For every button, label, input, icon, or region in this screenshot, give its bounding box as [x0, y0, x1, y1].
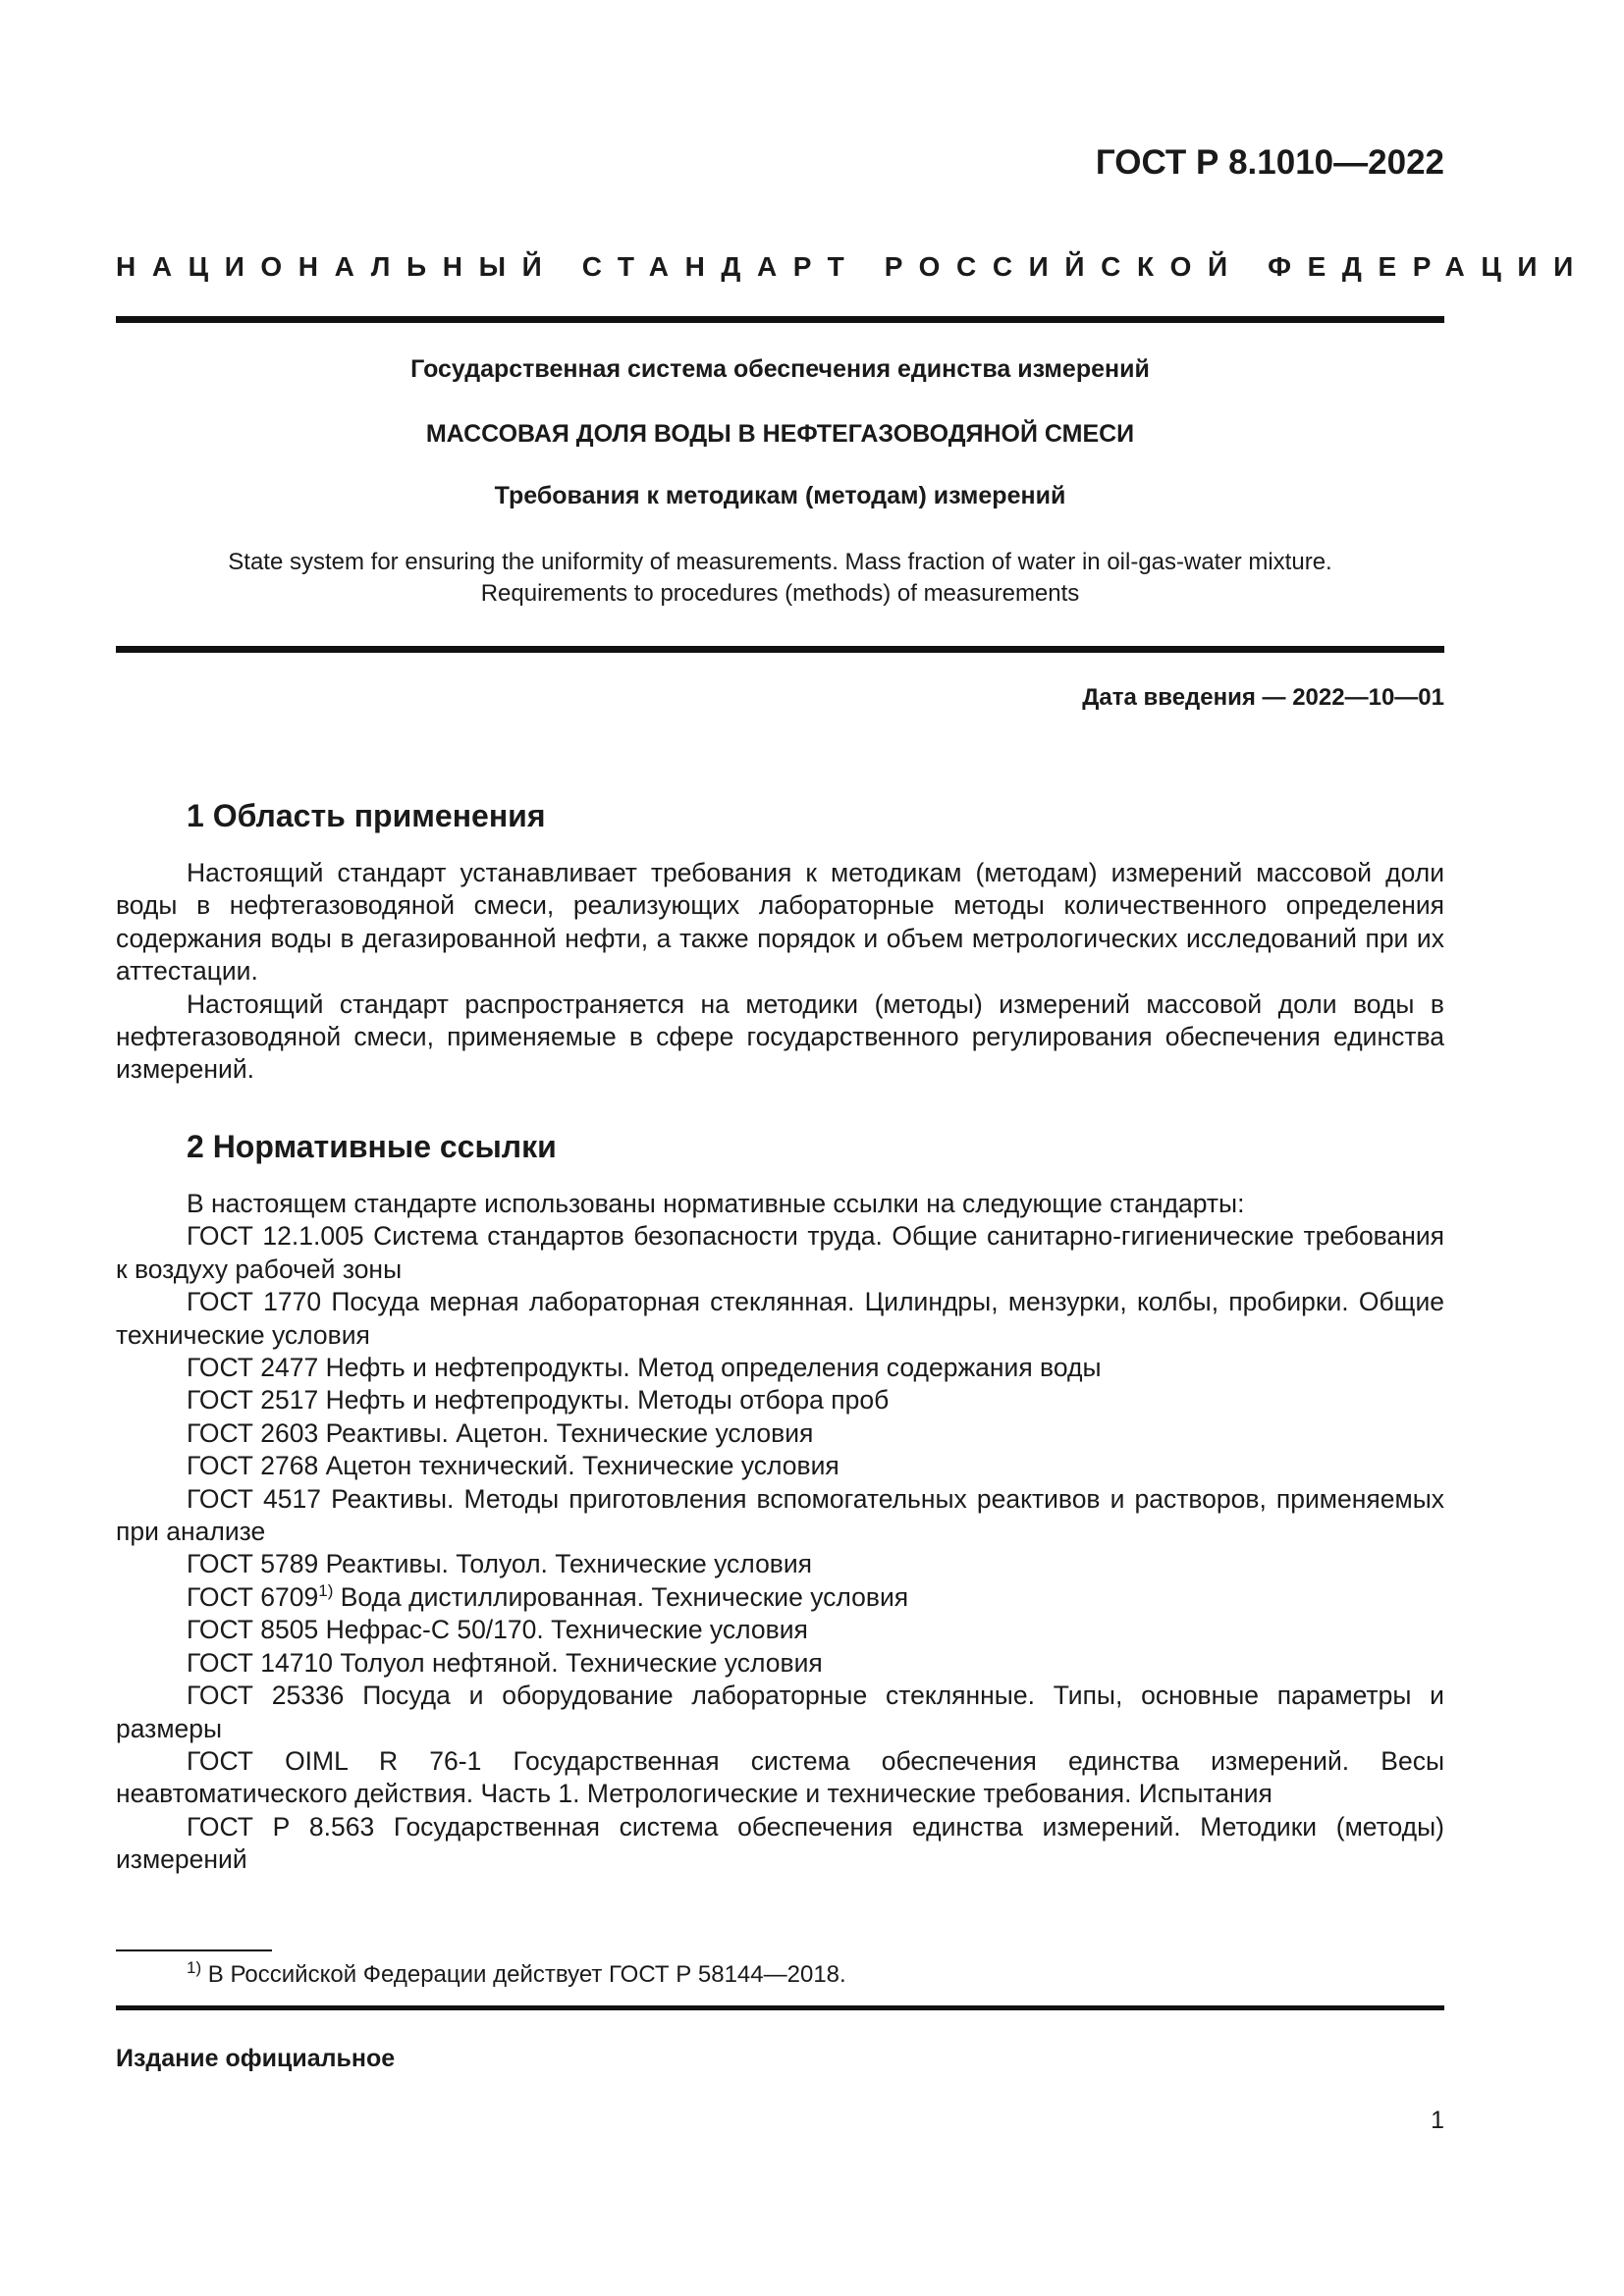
footnote-text: В Российской Федерации действует ГОСТ Р 58144—2018.: [201, 1961, 846, 1988]
reference-item: ГОСТ 14710 Толуол нефтяной. Технические условия: [187, 1647, 823, 1678]
edition-label: Издание официальное: [116, 2045, 396, 2072]
footer-rule: [116, 2005, 1444, 2010]
standard-number: ГОСТ Р 8.1010—2022: [1095, 143, 1444, 182]
footnote-separator: [116, 1949, 272, 1951]
system-title: Государственная система обеспечения единства измерений: [410, 355, 1150, 383]
section-2-heading: 2 Нормативные ссылки: [187, 1129, 557, 1164]
reference-item-gost-6709: [116, 1581, 1444, 1614]
english-title-line2: Requirements to procedures (methods) of measurements: [480, 580, 1080, 607]
section-2-intro: В настоящем стандарте использованы нормативные ссылки на следующие стандарты:: [187, 1189, 1245, 1218]
reference-item: ГОСТ 2603 Реактивы. Ацетон. Технические условия: [187, 1417, 814, 1448]
reference-item: ГОСТ 25336 Посуда и оборудование лабораторные стеклянные. Типы, основные параметры и размеры: [116, 1681, 1444, 1743]
reference-item: ГОСТ 2517 Нефть и нефтепродукты. Методы отбора проб: [187, 1385, 890, 1415]
footnote: [187, 1958, 846, 1989]
english-title-line1: State system for ensuring the uniformity of measurements. Mass fraction of water in oil-gas-water mixture.: [228, 549, 1332, 575]
section-1-paragraph: Настоящий стандарт устанавливает требования к методикам (методам) измерений массовой доли воды в нефтегазоводяной смеси, реализующих лабораторные методы количественного определения содержания воды в дегазированной нефти, а также порядок и объем метрологических исследований при их аттестации.: [116, 858, 1444, 987]
reference-item: ГОСТ 1770 Посуда мерная лабораторная стеклянная. Цилиндры, мензурки, колбы, пробирки. Общие технические условия: [116, 1287, 1444, 1350]
reference-item: ГОСТ 8505 Нефрас-С 50/170. Технические условия: [187, 1615, 808, 1645]
reference-item: ГОСТ OIML R 76-1 Государственная система обеспечения единства измерений. Весы неавтоматического действия. Часть 1. Метрологические и технические требования. Испытания: [116, 1745, 1444, 1809]
top-rule: [116, 316, 1444, 323]
section-2-body: [116, 1188, 1444, 1877]
reference-code: ГОСТ 6709: [187, 1581, 319, 1612]
reference-text: Вода дистиллированная. Технические условия: [333, 1581, 909, 1612]
reference-item: ГОСТ 4517 Реактивы. Методы приготовления вспомогательных реактивов и растворов, применяемых при анализе: [116, 1483, 1444, 1547]
national-standard-banner: НАЦИОНАЛЬНЫЙ СТАНДАРТ РОССИЙСКОЙ ФЕДЕРАЦИИ: [116, 251, 1590, 282]
section-1-paragraph: Настоящий стандарт распространяется на методики (методы) измерений массовой доли воды в нефтегазоводяной смеси, применяемые в сфере государственного регулирования обеспечения единства измерений.: [116, 988, 1444, 1085]
page-number: 1: [1431, 2107, 1444, 2134]
section-1-body: [116, 857, 1444, 1087]
reference-item: ГОСТ Р 8.563 Государственная система обеспечения единства измерений. Методики (методы) измерений: [116, 1811, 1444, 1875]
document-subtitle: Требования к методикам (методам) измерений: [494, 482, 1066, 509]
date-introduced: Дата введения — 2022—10—01: [1082, 684, 1444, 711]
section-1-heading: 1 Область применения: [187, 798, 546, 833]
footnote-marker: 1): [318, 1581, 334, 1601]
title-bottom-rule: [116, 646, 1444, 653]
reference-item: ГОСТ 2768 Ацетон технический. Технические условия: [187, 1451, 839, 1481]
footnote-mark: 1): [187, 1958, 202, 1977]
reference-item: ГОСТ 2477 Нефть и нефтепродукты. Метод определения содержания воды: [187, 1353, 1102, 1383]
reference-item: ГОСТ 12.1.005 Система стандартов безопасности труда. Общие санитарно-гигиенические требования к воздуху рабочей зоны: [116, 1221, 1444, 1284]
reference-item: ГОСТ 5789 Реактивы. Толуол. Технические условия: [187, 1549, 813, 1579]
document-title: МАССОВАЯ ДОЛЯ ВОДЫ В НЕФТЕГАЗОВОДЯНОЙ СМЕСИ: [425, 420, 1135, 448]
english-title: [116, 547, 1444, 610]
